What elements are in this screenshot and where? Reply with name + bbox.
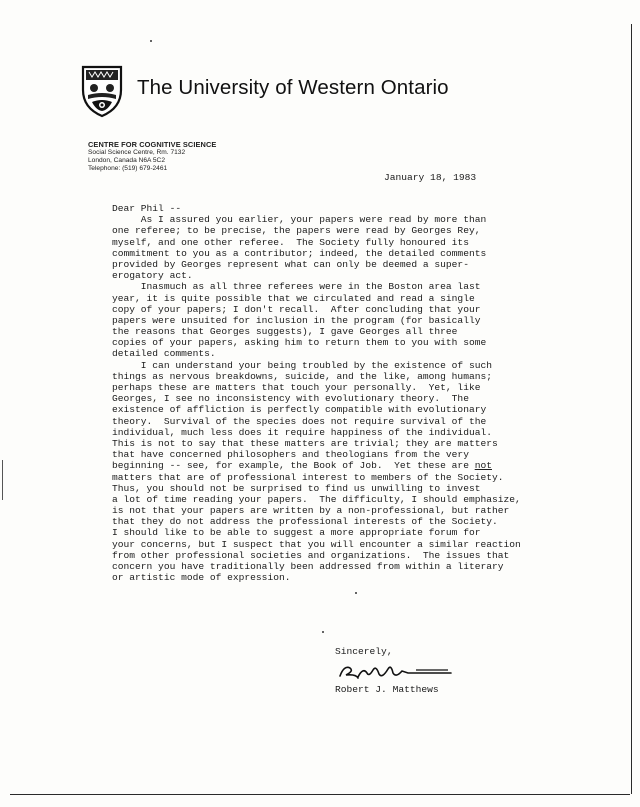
letter-line: I can understand your being troubled by the existence of such xyxy=(112,359,492,371)
handwritten-signature xyxy=(336,661,456,683)
letter-line: matters that are of professional interest to members of the Society. xyxy=(112,471,504,483)
letter-line: I should like to be able to suggest a more appropriate forum for xyxy=(112,527,481,539)
letter-line: provided by Georges represent what can only be deemed a super- xyxy=(112,258,469,270)
letter-line: year, it is quite possible that we circulated and read a single xyxy=(112,292,475,304)
letter-line: beginning -- see, for example, the Book of Job. Yet these are not xyxy=(112,460,492,472)
letter-line: or artistic mode of expression. xyxy=(112,572,291,584)
address-line: Social Science Centre, Rm. 7132 xyxy=(88,149,186,156)
scan-speck xyxy=(322,631,324,633)
letter-line: a lot of time reading your papers. The difficulty, I should emphasize, xyxy=(112,493,521,505)
letter-line: your concerns, but I suspect that you will encounter a similar reaction xyxy=(112,538,521,550)
letter-line: from other professional societies and organizations. The issues that xyxy=(112,549,510,561)
letter-line: erogatory act. xyxy=(112,270,193,282)
letter-line: concern you have traditionally been addressed from within a literary xyxy=(112,561,504,572)
letter-closing: Sincerely, xyxy=(335,646,393,657)
letter-line: copies of your papers, asking him to return them to you with some xyxy=(112,337,487,349)
letter-line: Georges, I see no inconsistency with evolutionary theory. The xyxy=(112,393,469,405)
letter-line: that have concerned philosophers and theologians from the very xyxy=(112,449,469,461)
letter-line: Thus, you should not be surprised to find us unwilling to invest xyxy=(112,482,481,494)
page-edge-left xyxy=(2,460,3,500)
letter-line: As I assured you earlier, your papers were read by more than xyxy=(112,214,487,226)
letter-line: Inasmuch as all three referees were in the Boston area last xyxy=(112,281,481,293)
university-crest-icon xyxy=(80,64,124,118)
letter-line: is not that your papers are written by a non-professional, but rather xyxy=(112,505,510,517)
scan-speck xyxy=(150,40,152,42)
letter-line: things as nervous breakdowns, suicide, and the like, among humans; xyxy=(112,370,492,382)
letter-line: theory. Survival of the species does not require survival of the xyxy=(112,415,487,427)
salutation: Dear Phil -- xyxy=(112,203,182,214)
letter-body xyxy=(112,203,582,583)
page-edge-right xyxy=(631,24,632,794)
department-name: CENTRE FOR COGNITIVE SCIENCE xyxy=(88,140,217,149)
letter-line: detailed comments. xyxy=(112,348,216,360)
letter-line: copy of your papers; I don't recall. After concluding that your xyxy=(112,303,481,315)
address-line: London, Canada N6A 5C2 xyxy=(88,157,165,164)
letter-line: myself, and one other referee. The Society fully honoured its xyxy=(112,236,469,248)
letter-line: individual, much less does it require happiness of the individual. xyxy=(112,426,492,438)
letter-line: the reasons that Georges suggests), I gave Georges all three xyxy=(112,326,458,338)
page-edge-bottom xyxy=(10,794,630,795)
signer-name: Robert J. Matthews xyxy=(335,684,439,695)
letter-line: that they do not address the professional interests of the Society. xyxy=(112,516,498,528)
letter-line: This is not to say that these matters are trivial; they are matters xyxy=(112,437,498,449)
telephone-line: Telephone: (519) 679-2461 xyxy=(88,165,168,172)
scan-speck xyxy=(355,592,357,594)
letter-line: papers were unsuited for inclusion in the program (for basically xyxy=(112,314,481,326)
university-name: The University of Western Ontario xyxy=(137,76,449,99)
emphasized-word: not xyxy=(474,460,492,472)
department-address-block xyxy=(88,140,216,173)
letter-line: existence of affliction is perfectly compatible with evolutionary xyxy=(112,404,487,416)
letter-line: one referee; to be precise, the papers were read by Georges Rey, xyxy=(112,225,481,237)
letter-date: January 18, 1983 xyxy=(384,172,477,183)
letter-line: perhaps these are matters that touch your personally. Yet, like xyxy=(112,382,481,393)
letter-line: commitment to you as a contributor; indeed, the detailed comments xyxy=(112,247,487,259)
